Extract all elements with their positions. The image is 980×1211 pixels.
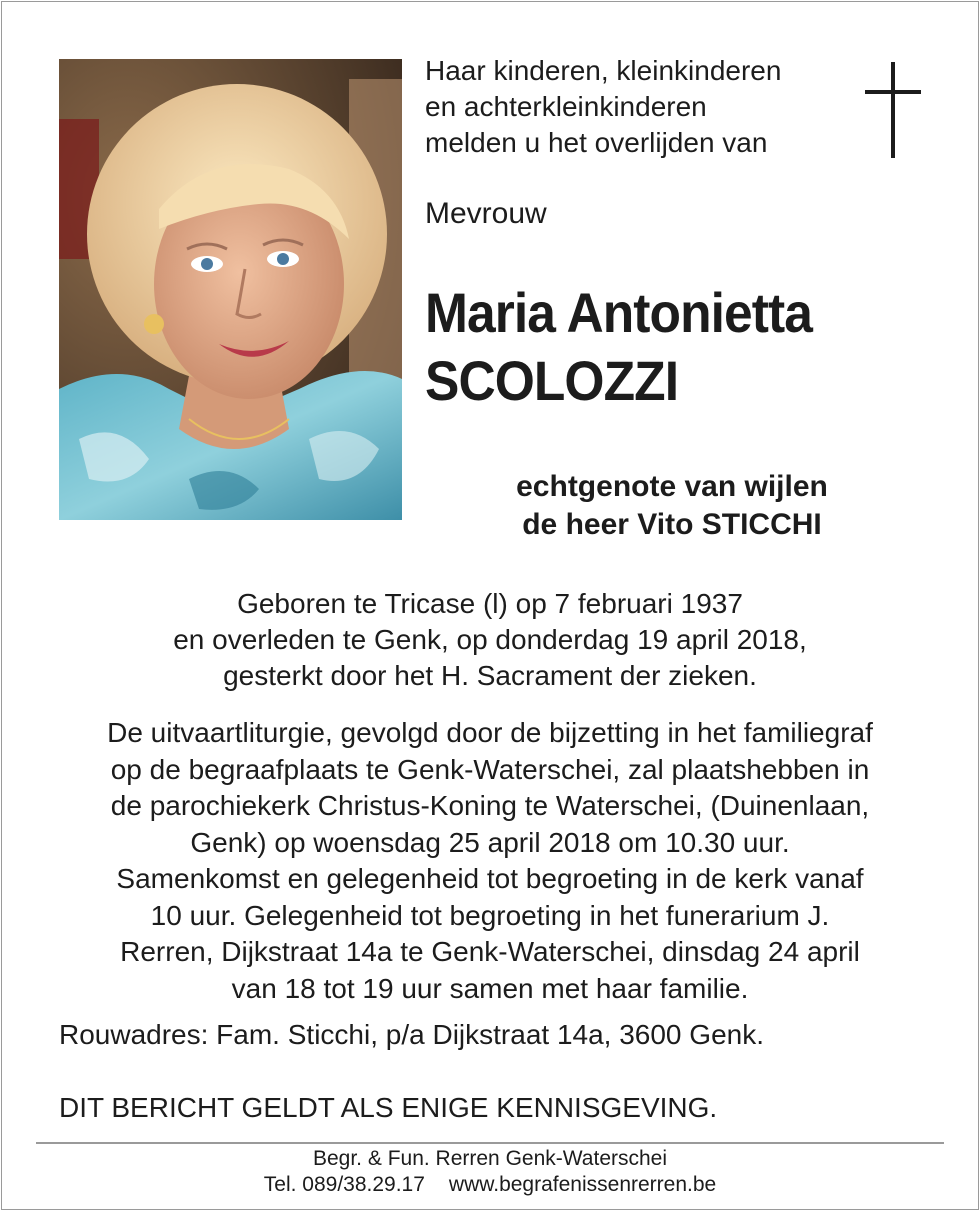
intro-line: en achterkleinkinderen xyxy=(425,91,707,122)
phone-number: Tel. 089/38.29.17 xyxy=(263,1173,425,1196)
funeral-line: op de begraafplaats te Genk-Waterschei, zal plaatshebben in xyxy=(110,753,870,785)
given-names: Maria Antonietta xyxy=(425,281,812,344)
surname: SCOLOZZI xyxy=(425,349,679,412)
birth-death-text xyxy=(40,586,940,694)
funeral-paragraph xyxy=(50,715,930,1007)
mourning-address: Rouwadres: Fam. Sticchi, p/a Dijkstraat 14a, 3600 Genk. xyxy=(59,1019,764,1050)
deceased-name xyxy=(425,279,812,415)
funeral-line: de parochiekerk Christus-Koning te Waterschei, (Duinenlaan, xyxy=(110,790,870,821)
funeral-line: De uitvaartliturgie, gevolgd door de bijzetting in het familiegraf xyxy=(107,717,873,748)
portrait-photo xyxy=(59,59,402,520)
intro-line: melden u het overlijden van xyxy=(425,127,768,158)
spouse-line: echtgenote van wijlen xyxy=(516,470,828,503)
funeral-line: Genk) op woensdag 25 april 2018 om 10.30 uur. xyxy=(190,826,790,858)
funeral-line: 10 uur. Gelegenheid tot begroeting in het funerarium J. xyxy=(150,899,830,931)
spouse-line: de heer Vito STICCHI xyxy=(522,508,822,541)
born-line: gesterkt door het H. Sacrament der zieken. xyxy=(223,660,757,691)
funeral-line: Rerren, Dijkstraat 14a te Genk-Waterschei, dinsdag 24 april xyxy=(120,936,860,967)
website-link[interactable]: www.begrafenissenrerren.be xyxy=(448,1173,717,1196)
funeral-line: van 18 tot 19 uur samen met haar familie. xyxy=(231,972,749,1004)
footer-divider xyxy=(36,1142,944,1144)
cross-icon xyxy=(865,62,921,158)
funeral-company: Begr. & Fun. Rerren Genk-Waterschei xyxy=(312,1147,668,1170)
intro-line: Haar kinderen, kleinkinderen xyxy=(425,55,782,86)
funeral-line: Samenkomst en gelegenheid tot begroeting in de kerk vanaf xyxy=(116,863,864,894)
notice-text: DIT BERICHT GELDT ALS ENIGE KENNISGEVING. xyxy=(59,1092,718,1123)
spouse-text xyxy=(412,468,932,544)
intro-text xyxy=(425,53,781,161)
footer-contact xyxy=(0,1172,980,1198)
born-line: Geboren te Tricase (l) op 7 februari 1937 xyxy=(237,588,743,619)
salutation: Mevrouw xyxy=(425,197,547,230)
born-line: en overleden te Genk, op donderdag 19 april 2018, xyxy=(173,624,807,655)
footer xyxy=(0,1146,980,1198)
